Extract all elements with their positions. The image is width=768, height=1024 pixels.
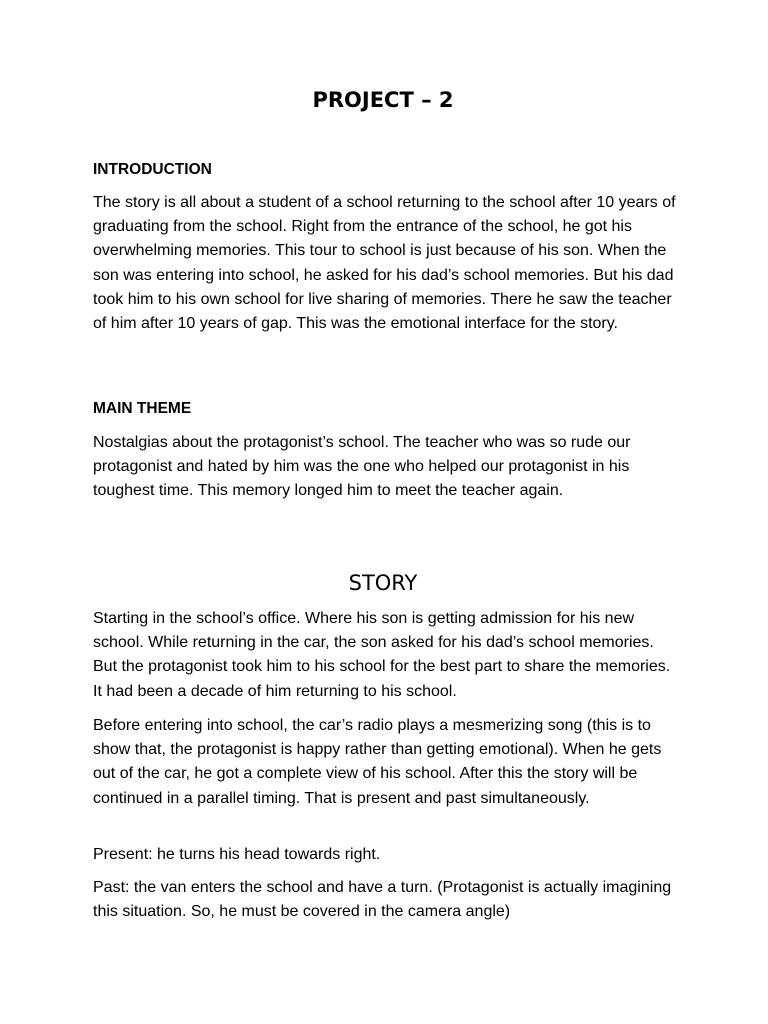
story-paragraph-2: Before entering into school, the car’s radio plays a mesmerizing song (this is to show that, the protagonist is happy rather than getting emotional). When he gets out of the car, he got a complete view of his school. After this the story will be continued in a parallel timing. That is present and past simultaneously.: [93, 717, 662, 807]
story-paragraph-4: Past: the van enters the school and have a turn. (Protagonist is actually imagining this situation. So, he must be covered in the camera angle): [93, 879, 672, 921]
main-theme-heading: MAIN THEME: [93, 400, 192, 417]
story-paragraph-1: Starting in the school’s office. Where his son is getting admission for his new school. While returning in the car, the son asked for his dad’s school memories. But the protagonist took him to his school for the best part to share the memories. It had been a decade of him returning to his school.: [93, 610, 671, 700]
story-heading: STORY: [348, 571, 418, 595]
story-paragraph-3: Present: he turns his head towards right.: [93, 846, 381, 863]
introduction-paragraph: The story is all about a student of a school returning to the school after 10 years of graduating from the school. Right from the entrance of the school, he got his overwhelming memories. This tour to school is just because of his son. When the son was entering into school, he asked for his dad’s school memories. But his dad took him to his own school for live sharing of memories. There he saw the teacher of him after 10 years of gap. This was the emotional interface for the story.: [93, 194, 676, 333]
introduction-heading: INTRODUCTION: [93, 161, 212, 178]
document-title: PROJECT – 2: [312, 88, 454, 112]
main-theme-paragraph: Nostalgias about the protagonist’s school. The teacher who was so rude our protagonist and hated by him was the one who helped our protagonist in his toughest time. This memory longed him to meet the teacher again.: [93, 434, 631, 500]
